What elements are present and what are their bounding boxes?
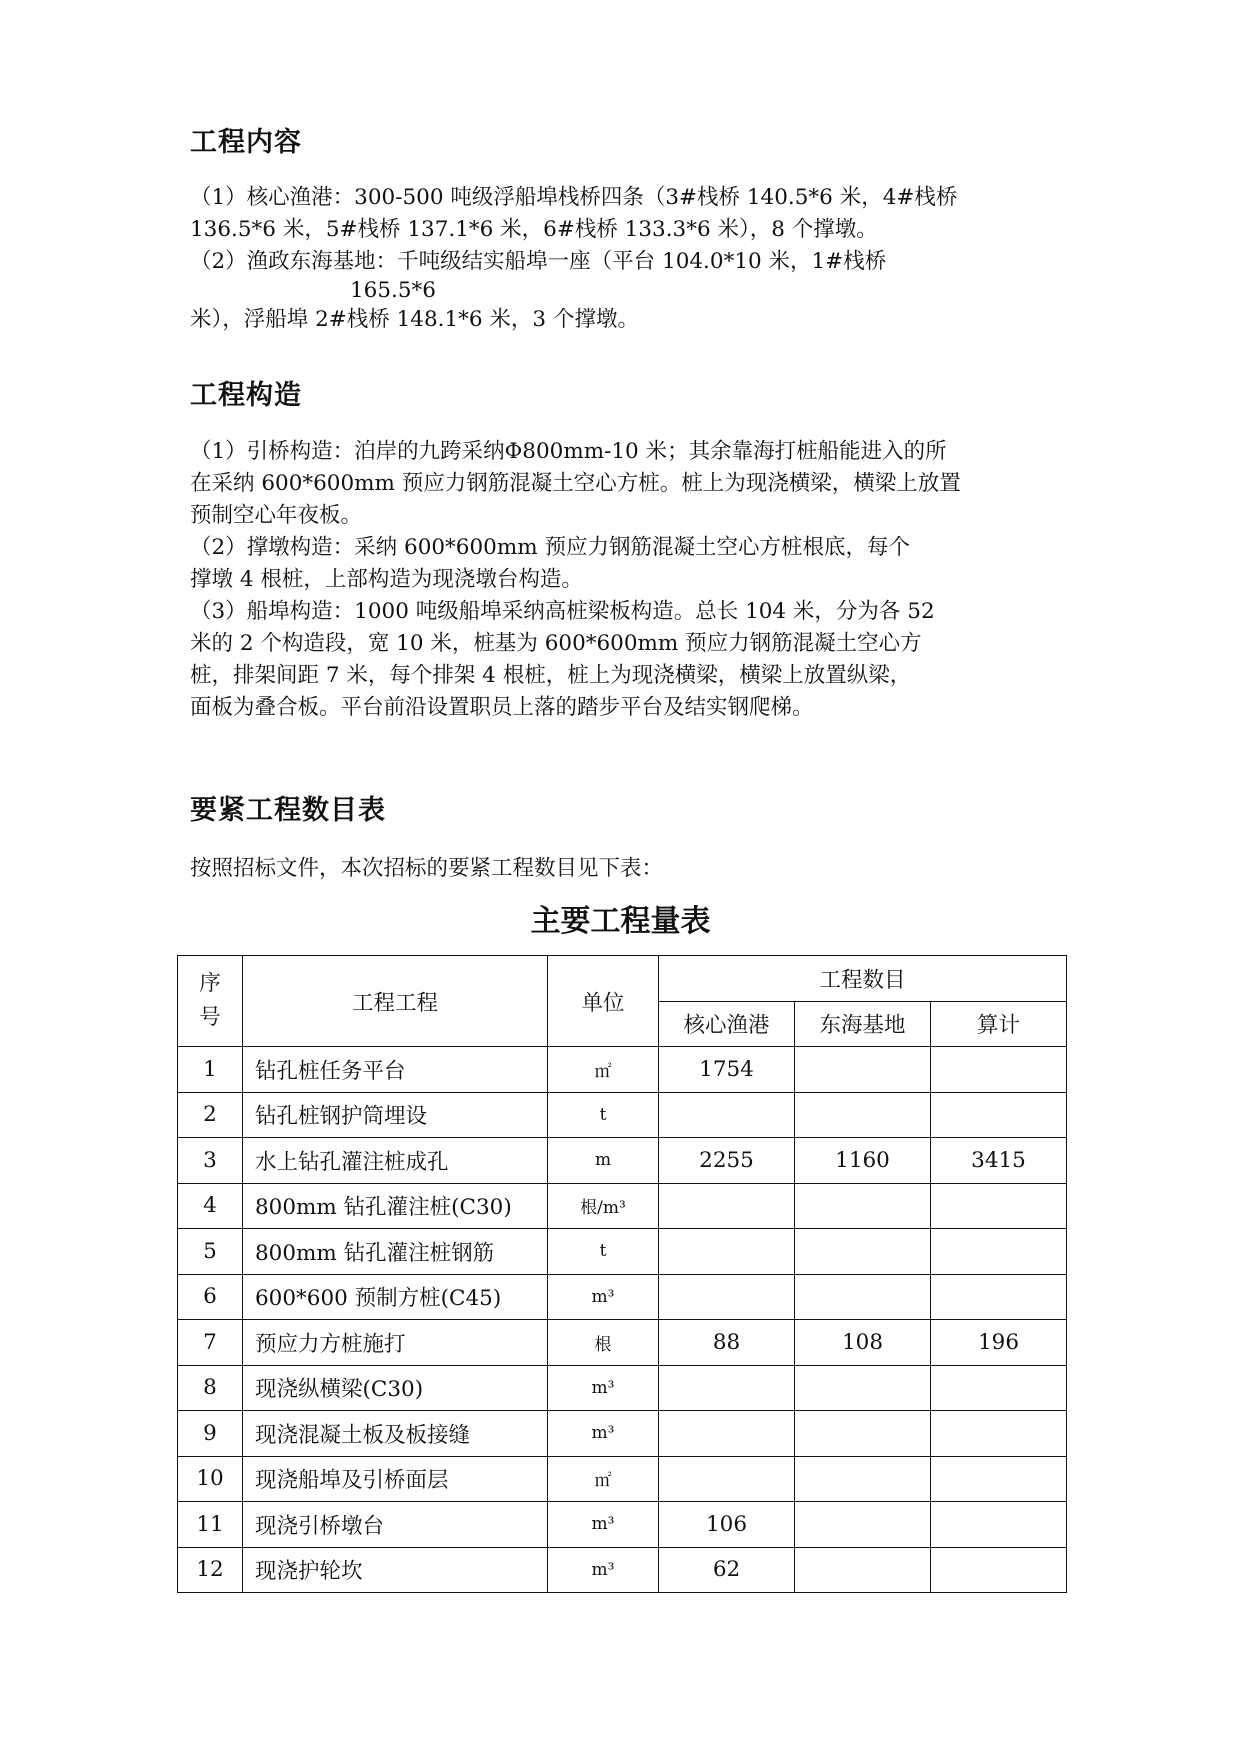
section-heading-quantities: 要紧工程数目表 bbox=[190, 795, 386, 826]
cell-east bbox=[795, 1274, 931, 1320]
cell-unit: ㎡ bbox=[548, 1047, 659, 1093]
cell-east bbox=[795, 1547, 931, 1593]
text-line: 136.5*6 米，5#栈桥 137.1*6 米，6#栈桥 133.3*6 米），8 个撑墩。 bbox=[190, 217, 878, 242]
text-line: 米的 2 个构造段，宽 10 米，桩基为 600*600mm 预应力钢筋混凝土空心方 bbox=[190, 631, 922, 656]
section-content-body bbox=[190, 182, 1070, 336]
text-line: 预制空心年夜板。 bbox=[190, 503, 363, 528]
header-total: 算计 bbox=[931, 1001, 1067, 1047]
cell-total bbox=[931, 1092, 1067, 1138]
cell-unit: t bbox=[548, 1229, 659, 1275]
intro-text: 按照招标文件，本次招标的要紧工程数目见下表： bbox=[190, 856, 664, 881]
cell-total bbox=[931, 1183, 1067, 1229]
section-structure-body bbox=[190, 436, 1070, 724]
header-no-line2: 号 bbox=[199, 1005, 221, 1030]
cell-core bbox=[659, 1229, 795, 1275]
cell-unit: 根 bbox=[548, 1320, 659, 1366]
text-line: （1）核心渔港：300-500 吨级浮船埠栈桥四条（3#栈桥 140.5*6 米，4#栈桥 bbox=[190, 185, 958, 210]
header-east: 东海基地 bbox=[795, 1001, 931, 1047]
table-row bbox=[178, 1411, 1067, 1457]
cell-unit: m³ bbox=[548, 1547, 659, 1593]
cell-east bbox=[795, 1411, 931, 1457]
cell-unit: ㎡ bbox=[548, 1456, 659, 1502]
cell-no: 11 bbox=[178, 1502, 243, 1548]
cell-total bbox=[931, 1502, 1067, 1548]
table-body bbox=[178, 1047, 1067, 1593]
text-line: （1）引桥构造：泊岸的九跨采纳Φ800mm-10 米；其余靠海打桩船能进入的所 bbox=[190, 439, 947, 464]
cell-east bbox=[795, 1229, 931, 1275]
cell-core: 1754 bbox=[659, 1047, 795, 1093]
quantities-table bbox=[177, 955, 1067, 1593]
cell-core: 88 bbox=[659, 1320, 795, 1366]
cell-east bbox=[795, 1092, 931, 1138]
text-line: 在采纳 600*600mm 预应力钢筋混凝土空心方桩。桩上为现浇横梁，横梁上放置 bbox=[190, 471, 961, 496]
cell-no: 6 bbox=[178, 1274, 243, 1320]
cell-core: 2255 bbox=[659, 1138, 795, 1184]
text-line: 面板为叠合板。平台前沿设置职员上落的踏步平台及结实钢爬梯。 bbox=[190, 695, 814, 720]
cell-east: 108 bbox=[795, 1320, 931, 1366]
table-row bbox=[178, 1320, 1067, 1366]
cell-no: 7 bbox=[178, 1320, 243, 1366]
table-row bbox=[178, 1047, 1067, 1093]
section-heading-content: 工程内容 bbox=[190, 127, 302, 158]
cell-unit: m³ bbox=[548, 1411, 659, 1457]
cell-total bbox=[931, 1411, 1067, 1457]
table-row bbox=[178, 1547, 1067, 1593]
cell-no: 4 bbox=[178, 1183, 243, 1229]
text-line: 米），浮船埠 2#栈桥 148.1*6 米，3 个撑墩。 bbox=[190, 307, 639, 332]
table-header-row bbox=[178, 956, 1067, 1002]
cell-name: 现浇护轮坎 bbox=[243, 1547, 548, 1593]
cell-no: 5 bbox=[178, 1229, 243, 1275]
cell-name: 800mm 钻孔灌注桩钢筋 bbox=[243, 1229, 548, 1275]
cell-name: 800mm 钻孔灌注桩(C30) bbox=[243, 1183, 548, 1229]
cell-name: 现浇纵横梁(C30) bbox=[243, 1365, 548, 1411]
cell-total: 3415 bbox=[931, 1138, 1067, 1184]
cell-east: 1160 bbox=[795, 1138, 931, 1184]
cell-core bbox=[659, 1365, 795, 1411]
cell-total bbox=[931, 1365, 1067, 1411]
cell-name: 钻孔桩钢护筒埋设 bbox=[243, 1092, 548, 1138]
cell-name: 现浇船埠及引桥面层 bbox=[243, 1456, 548, 1502]
cell-core: 62 bbox=[659, 1547, 795, 1593]
cell-unit: m³ bbox=[548, 1502, 659, 1548]
cell-total bbox=[931, 1229, 1067, 1275]
cell-east bbox=[795, 1502, 931, 1548]
cell-east bbox=[795, 1183, 931, 1229]
cell-no: 9 bbox=[178, 1411, 243, 1457]
header-no-line1: 序 bbox=[199, 971, 221, 996]
cell-name: 钻孔桩任务平台 bbox=[243, 1047, 548, 1093]
cell-unit: 根/m³ bbox=[548, 1183, 659, 1229]
cell-total bbox=[931, 1047, 1067, 1093]
table-row bbox=[178, 1365, 1067, 1411]
header-no bbox=[178, 956, 243, 1047]
text-line: （3）船埠构造：1000 吨级船埠采纳高桩梁板构造。总长 104 米，分为各 52 bbox=[190, 599, 935, 624]
text-line: （2）渔政东海基地：千吨级结实船埠一座（平台 104.0*10 米，1#栈桥 bbox=[190, 249, 887, 274]
cell-no: 1 bbox=[178, 1047, 243, 1093]
cell-name: 现浇引桥墩台 bbox=[243, 1502, 548, 1548]
cell-no: 12 bbox=[178, 1547, 243, 1593]
cell-unit: m³ bbox=[548, 1274, 659, 1320]
cell-no: 8 bbox=[178, 1365, 243, 1411]
table-row bbox=[178, 1229, 1067, 1275]
text-line: 撑墩 4 根桩，上部构造为现浇墩台构造。 bbox=[190, 567, 583, 592]
cell-no: 3 bbox=[178, 1138, 243, 1184]
text-line: 165.5*6 bbox=[350, 278, 436, 303]
header-core: 核心渔港 bbox=[659, 1001, 795, 1047]
cell-total bbox=[931, 1456, 1067, 1502]
section-quantities-intro bbox=[190, 853, 1070, 885]
cell-name: 现浇混凝土板及板接缝 bbox=[243, 1411, 548, 1457]
cell-core bbox=[659, 1092, 795, 1138]
table-row bbox=[178, 1092, 1067, 1138]
cell-no: 2 bbox=[178, 1092, 243, 1138]
table-row bbox=[178, 1183, 1067, 1229]
cell-unit: m bbox=[548, 1138, 659, 1184]
cell-east bbox=[795, 1365, 931, 1411]
cell-no: 10 bbox=[178, 1456, 243, 1502]
cell-name: 预应力方桩施打 bbox=[243, 1320, 548, 1366]
cell-total bbox=[931, 1547, 1067, 1593]
cell-total: 196 bbox=[931, 1320, 1067, 1366]
cell-name: 水上钻孔灌注桩成孔 bbox=[243, 1138, 548, 1184]
cell-east bbox=[795, 1456, 931, 1502]
table-title: 主要工程量表 bbox=[530, 904, 711, 939]
cell-core bbox=[659, 1456, 795, 1502]
section-heading-structure: 工程构造 bbox=[190, 380, 302, 411]
table-row bbox=[178, 1274, 1067, 1320]
cell-name: 600*600 预制方桩(C45) bbox=[243, 1274, 548, 1320]
cell-core bbox=[659, 1274, 795, 1320]
text-line: 桩，排架间距 7 米，每个排架 4 根桩，桩上为现浇横梁，横梁上放置纵梁， bbox=[190, 663, 912, 688]
table-row bbox=[178, 1456, 1067, 1502]
cell-core bbox=[659, 1183, 795, 1229]
header-unit: 单位 bbox=[548, 956, 659, 1047]
header-name: 工程工程 bbox=[243, 956, 548, 1047]
table-row bbox=[178, 1138, 1067, 1184]
cell-core bbox=[659, 1411, 795, 1457]
text-line: （2）撑墩构造：采纳 600*600mm 预应力钢筋混凝土空心方桩根底，每个 bbox=[190, 535, 910, 560]
cell-unit: t bbox=[548, 1092, 659, 1138]
table-row bbox=[178, 1502, 1067, 1548]
cell-unit: m³ bbox=[548, 1365, 659, 1411]
header-qty-group: 工程数目 bbox=[659, 956, 1067, 1002]
cell-core: 106 bbox=[659, 1502, 795, 1548]
cell-east bbox=[795, 1047, 931, 1093]
cell-total bbox=[931, 1274, 1067, 1320]
